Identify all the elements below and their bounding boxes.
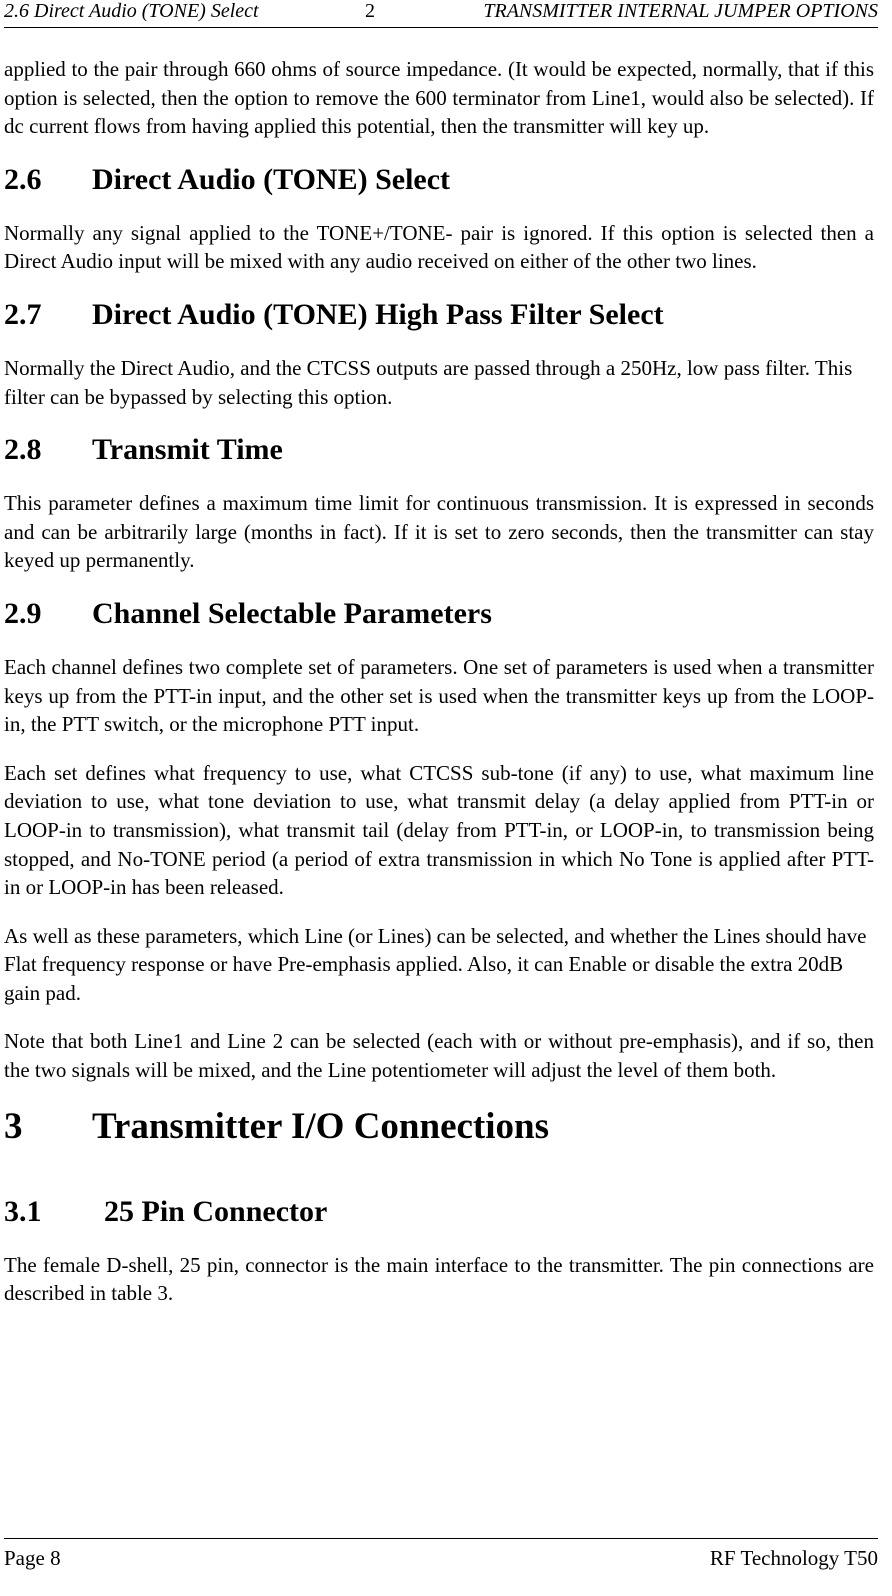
section-3-1-paragraph: The female D-shell, 25 pin, connector is the main interface to the transmitter. The pin connections are described in table 3. — [4, 1252, 874, 1306]
header-chapter-number: 2 — [365, 0, 375, 22]
section-heading-2-8 — [4, 433, 874, 467]
chapter-title: Transmitter I/O Connections — [92, 1105, 550, 1147]
section-title: 25 Pin Connector — [104, 1194, 328, 1228]
section-number: 2.6 — [4, 162, 42, 196]
section-2-9-paragraph-3: As well as these parameters, which Line (or Lines) can be selected, and whether the Lines should have Flat frequency response or have Pre-emphasis applied. Also, it can Enable or disable the extra 20dB gain pad. — [4, 923, 867, 1005]
header-chapter-title: TRANSMITTER INTERNAL JUMPER OPTIONS — [483, 0, 878, 22]
section-title: Direct Audio (TONE) High Pass Filter Select — [92, 297, 664, 331]
section-heading-2-6 — [4, 163, 874, 197]
section-title: Transmit Time — [92, 433, 283, 467]
section-2-9-paragraph-2: Each set defines what frequency to use, what CTCSS sub-tone (if any) to use, what maximum line deviation to use, what tone deviation to use, what transmit delay (a delay applied from PTT-in or LOOP-in to transmission), what transmit tail (delay from PTT-in, or LOOP-in, to transmission being stopped, and No-TONE period (a period of extra transmission in which No Tone is applied after PTT-in or LOOP-in has been released. — [4, 760, 874, 900]
section-number: 2.8 — [4, 433, 42, 467]
header-section-ref: 2.6 Direct Audio (TONE) Select — [4, 0, 259, 22]
section-title: Direct Audio (TONE) Select — [92, 162, 451, 196]
section-number: 3.1 — [4, 1194, 42, 1228]
section-2-9-paragraph-4: Note that both Line1 and Line 2 can be selected (each with or without pre-emphasis), and if so, then the two signals will be mixed, and the Line potentiometer will adjust the level of them both. — [4, 1029, 874, 1083]
section-heading-3-1 — [4, 1195, 874, 1229]
running-footer — [4, 1538, 878, 1573]
section-number: 2.7 — [4, 297, 42, 331]
section-heading-2-7 — [4, 298, 874, 332]
section-heading-2-9 — [4, 597, 874, 631]
intro-paragraph: applied to the pair through 660 ohms of source impedance. (It would be expected, normally, that if this option is selected, then the option to remove the 600 terminator from Line1, would also be selected). If dc current flows from having applied this potential, then the transmitter will key up. — [4, 57, 874, 139]
section-2-8-paragraph: This parameter defines a maximum time limit for continuous transmission. It is expressed in seconds and can be arbitrarily large (months in fact). If it is set to zero seconds, then the transmitter can stay keyed up permanently. — [4, 491, 874, 573]
section-2-7-paragraph: Normally the Direct Audio, and the CTCSS outputs are passed through a 250Hz, low pass filter. This filter can be bypassed by selecting this option. — [4, 355, 853, 409]
footer-product-name: RF Technology T50 — [709, 1546, 878, 1570]
section-number: 2.9 — [4, 596, 42, 630]
chapter-heading-3 — [4, 1107, 874, 1147]
chapter-number: 3 — [4, 1105, 23, 1147]
running-header — [4, 0, 878, 28]
section-2-9-paragraph-1: Each channel defines two complete set of parameters. One set of parameters is used when a transmitter keys up from the PTT-in input, and the other set is used when the transmitter keys up from the LOOP-in, the PTT switch, or the microphone PTT input. — [4, 654, 874, 737]
footer-page-number: Page 8 — [4, 1546, 61, 1570]
page-body — [4, 55, 874, 1308]
section-title: Channel Selectable Parameters — [92, 596, 492, 630]
section-2-6-paragraph: Normally any signal applied to the TONE+/TONE- pair is ignored. If this option is selected then a Direct Audio input will be mixed with any audio received on either of the other two lines. — [4, 220, 874, 274]
